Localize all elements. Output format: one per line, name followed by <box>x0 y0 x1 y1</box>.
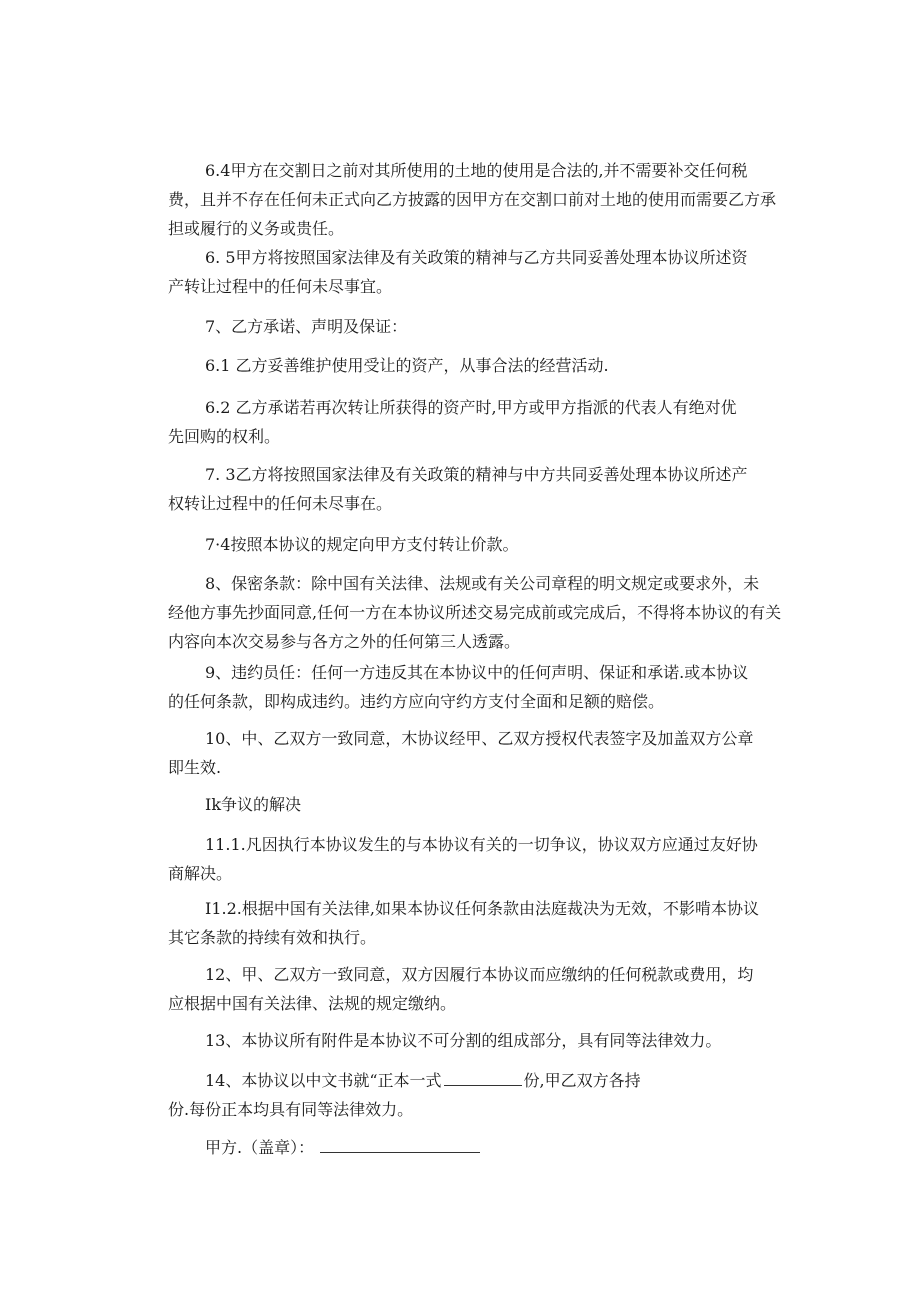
text-line: 产转让过程中的任何未尽事宜。 <box>168 277 393 296</box>
clause-12-taxes <box>168 960 788 1018</box>
clause-13-attachments <box>168 1026 788 1055</box>
text-line: Ik争议的解决 <box>205 795 302 814</box>
clause-11-heading <box>168 790 788 819</box>
party-a-seal-label: 甲方.（盖章）： <box>205 1138 315 1157</box>
text-line: 6.1 乙方妥善维护使用受让的资产，从事合法的经营活动. <box>205 356 609 375</box>
text-line: 担或履行的义务或贵任。 <box>168 219 345 238</box>
text-line: 权转让过程中的任何未尽事在。 <box>168 494 393 513</box>
copies-text-before: 14、本协议以中文书就“正本一式 <box>205 1071 442 1090</box>
clause-14-copies <box>168 1066 788 1124</box>
text-line: 6.4甲方在交割日之前对其所使用的土地的使用是合法的,并不需要补交任何税 <box>205 161 748 180</box>
text-line: 10、中、乙双方一致同意，木协议经甲、乙双方授权代表签字及加盖双方公章 <box>205 729 754 748</box>
clause-9-breach <box>168 658 788 716</box>
party-a-signature-blank <box>320 1134 480 1153</box>
text-line: 6. 5甲方将按照国家法律及有关政策的精神与乙方共同妥善处理本协议所述资 <box>205 248 748 267</box>
text-line: 经他方事先抄面同意,任何一方在本协议所述交易完成前或完成后，不得将本协议的有关 <box>168 603 782 622</box>
text-line: 即生效. <box>168 758 222 777</box>
text-line: 7. 3乙方将按照国家法律及有关政策的精神与中方共同妥善处理本协议所述产 <box>205 465 748 484</box>
clause-6-5 <box>168 243 788 301</box>
text-line: 7·4按照本协议的规定向甲方支付转让价款。 <box>205 535 519 554</box>
clause-11-1 <box>168 830 788 888</box>
text-line: 内容向本次交易参与各方之外的任何第三人透露。 <box>168 632 521 651</box>
text-line: 9、违约员任：任何一方违反其在本协议中的任何声明、保证和承诺.或本协议 <box>205 663 749 682</box>
clause-10-effectiveness <box>168 724 788 782</box>
text-line: 7、乙方承诺、声明及保证： <box>205 317 408 336</box>
clause-7-1 <box>168 351 788 380</box>
text-line: 应根据中国有关法律、法规的规定缴纳。 <box>168 994 457 1013</box>
clause-7-heading <box>168 312 788 341</box>
clause-7-2 <box>168 393 788 451</box>
clause-8-confidentiality <box>168 569 788 656</box>
text-line: 的任何条款，即构成违约。违约方应向守约方支付全面和足额的赔偿。 <box>168 692 665 711</box>
clause-6-4 <box>168 156 788 243</box>
text-line: I1.2.根据中国有关法律,如果本协议任何条款由法庭裁决为无效，不影啃本协议 <box>205 899 759 918</box>
text-line: 12、甲、乙双方一致同意，双方因履行本协议而应缴纳的任何税款或费用，均 <box>205 965 754 984</box>
clause-7-4 <box>168 530 788 559</box>
text-line: 先回购的权利。 <box>168 427 281 446</box>
text-line <box>168 1066 788 1095</box>
text-line: 费，且并不存在任何未正式向乙方披露的因甲方在交割口前对土地的使用而需要乙方承 <box>168 190 777 209</box>
text-line: 商解决。 <box>168 864 233 883</box>
party-a-signature <box>168 1133 788 1162</box>
text-line: 13、本协议所有附件是本协议不可分割的组成部分，具有同等法律效力。 <box>205 1031 722 1050</box>
clause-7-3 <box>168 460 788 518</box>
text-line: 8、保密条款：除中国有关法律、法规或有关公司章程的明文规定或要求外，未 <box>205 574 760 593</box>
text-line <box>168 1133 788 1162</box>
copies-text-after: 份,甲乙双方各持 <box>523 1071 641 1090</box>
text-line: 11.1.凡因执行本协议发生的与本协议有关的一切争议，协议双方应通过友好协 <box>205 835 758 854</box>
text-line: 份.每份正本均具有同等法律效力。 <box>168 1100 414 1119</box>
clause-11-2 <box>168 894 788 952</box>
copies-count-blank <box>444 1067 522 1086</box>
text-line: 其它条款的持续有效和执行。 <box>168 928 377 947</box>
text-line: 6.2 乙方承诺若再次转让所获得的资产时,甲方或甲方指派的代表人有绝对优 <box>205 398 737 417</box>
